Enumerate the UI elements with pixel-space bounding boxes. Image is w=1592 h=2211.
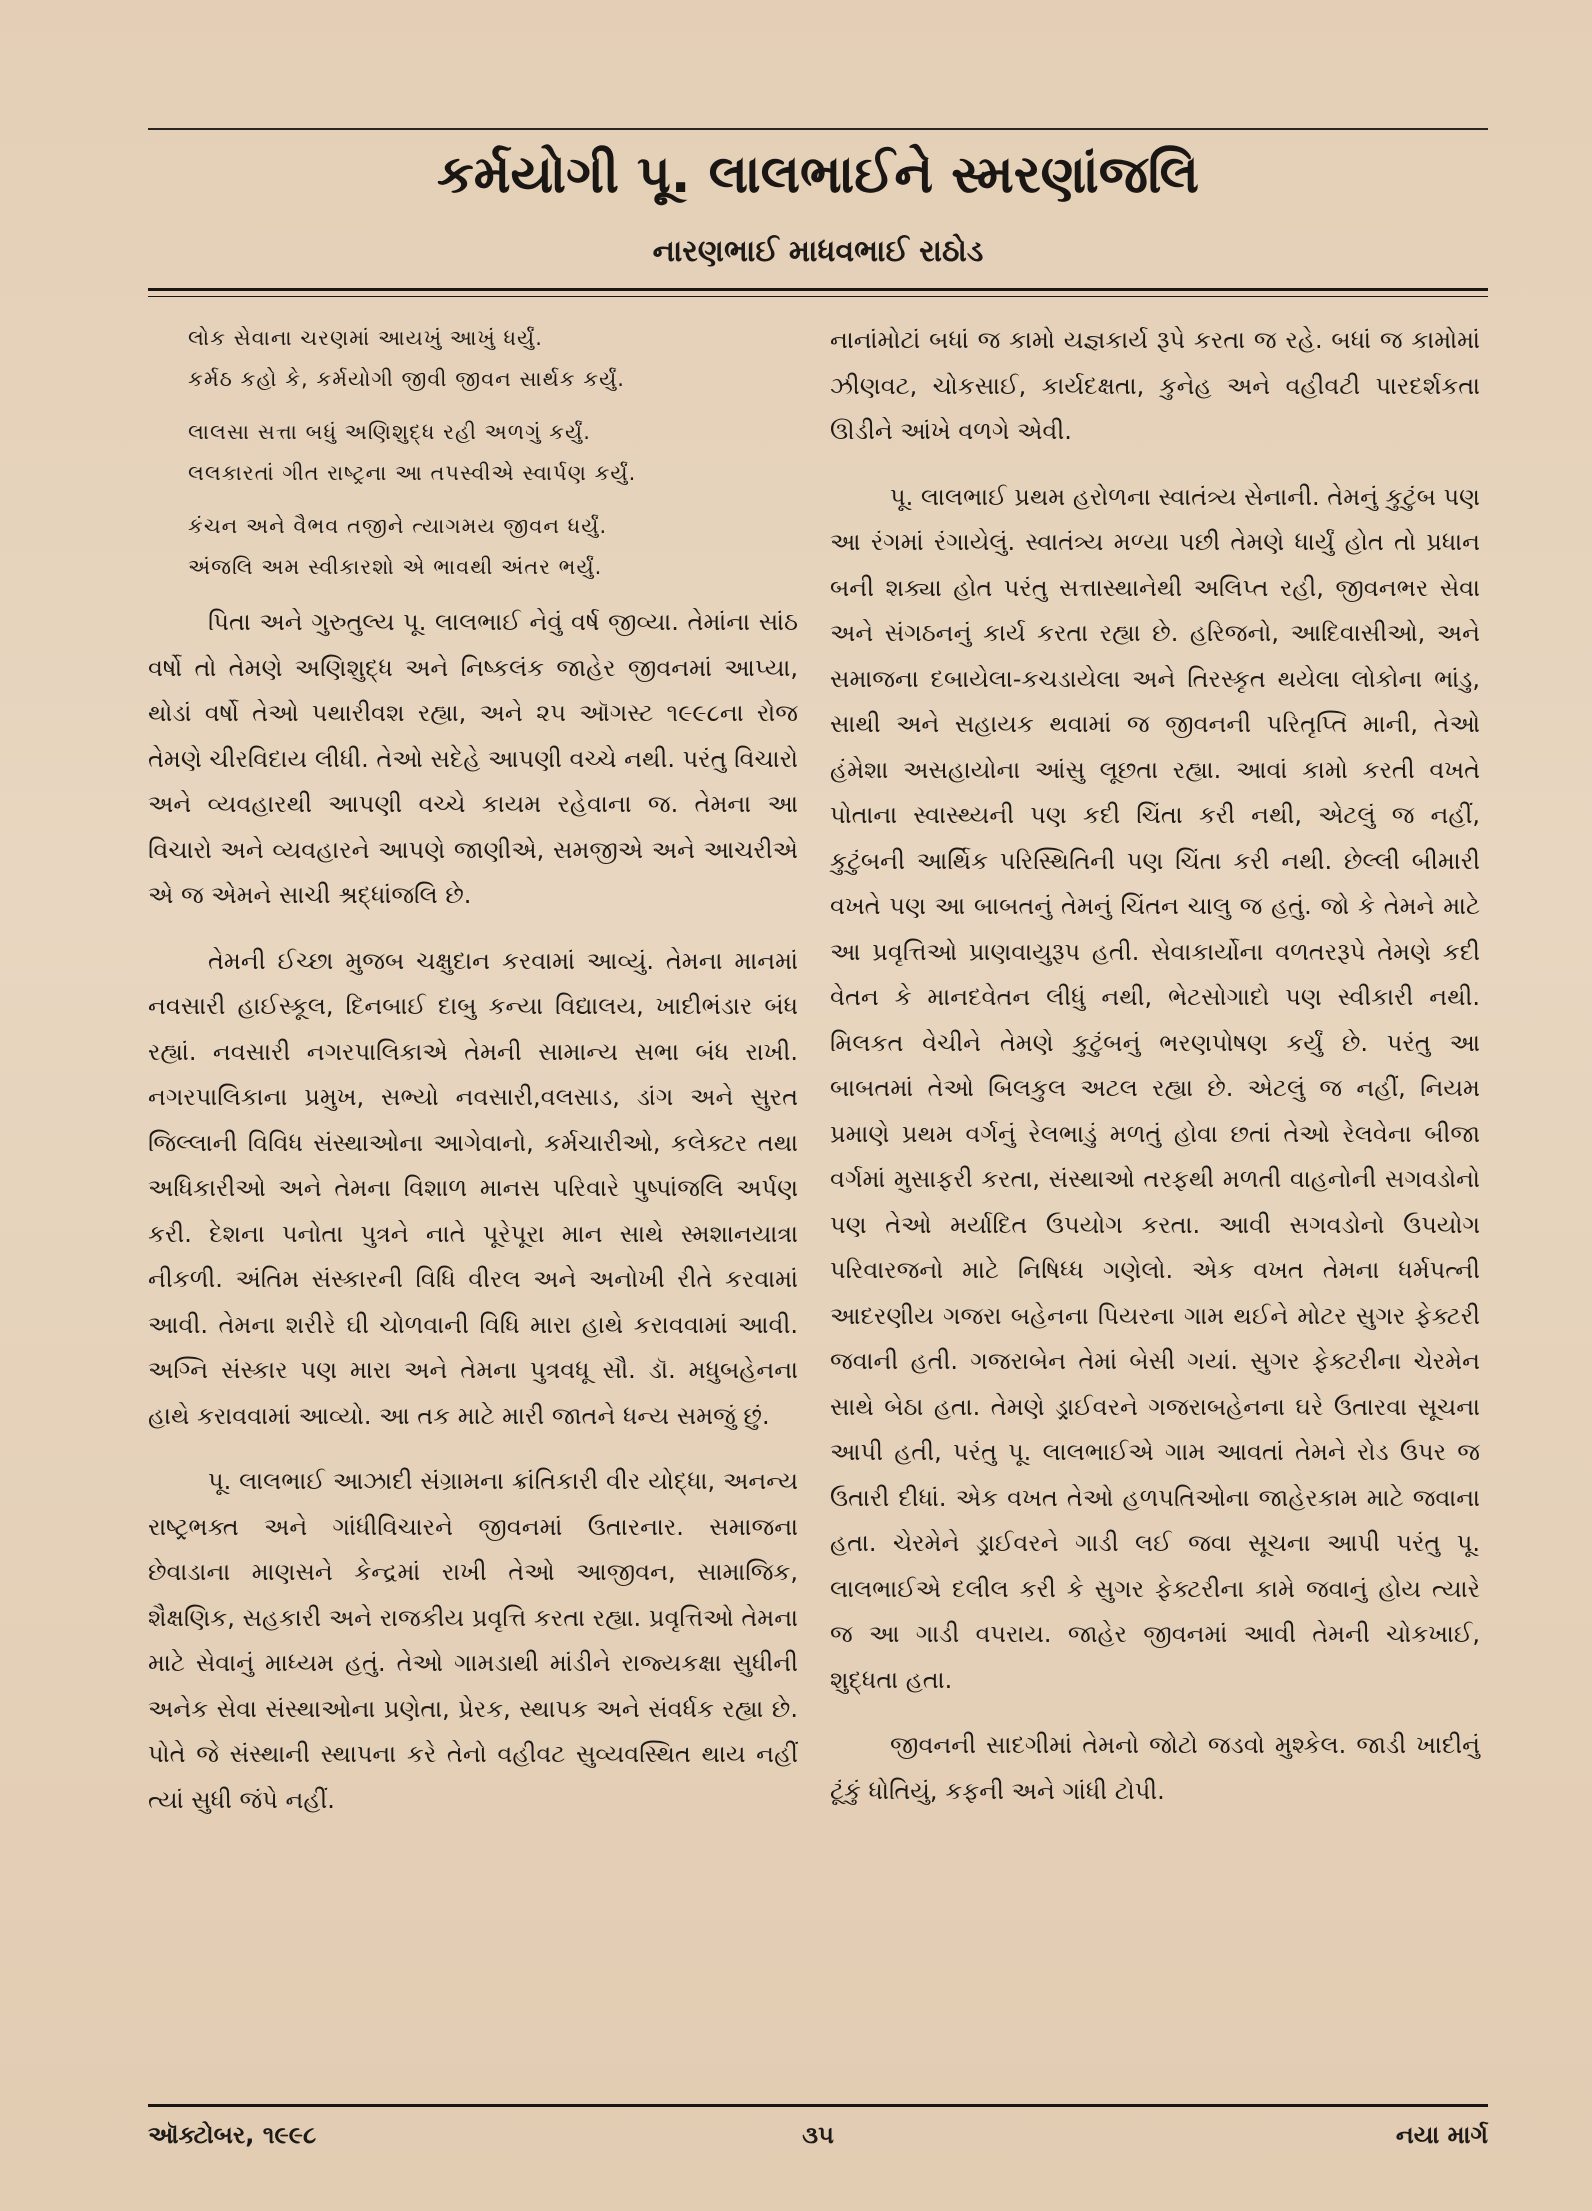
top-rule [148, 128, 1488, 130]
paragraph: પિતા અને ગુરુતુલ્ય પૂ. લાલભાઈ નેવું વર્ષ જીવ્યા. તેમાંના સાંઠ વર્ષો તો તેમણે અણિશુદ્ધ અને નિષ્કલંક જાહેર જીવનમાં આપ્યા, થોડાં વર્ષો તેઓ પથારીવશ રહ્યા, અને ૨૫ ઑગસ્ટ ૧૯૯૮ના રોજ તેમણે ચીરવિદાય લીધી. તેઓ સદેહે આપણી વચ્ચે નથી. પરંતુ વિચારો અને વ્યવહારથી આપણી વચ્ચે કાયમ રહેવાના જ. તેમના આ વિચારો અને વ્યવહારને આપણે જાણીએ, સમજીએ અને આચરીએ એ જ એમને સાચી શ્રદ્ધાંજલિ છે. [148, 608, 798, 909]
paragraph: જીવનની સાદગીમાં તેમનો જોટો જડવો મુશ્કેલ. જાડી ખાદીનું ટૂંકું ધોતિયું, કફની અને ગાંધી ટોપી. [830, 1731, 1480, 1805]
paragraph: પૂ. લાલભાઈ પ્રથમ હરોળના સ્વાતંત્ર્ય સેનાની. તેમનું કુટુંબ પણ આ રંગમાં રંગાયેલું. સ્વાતંત્ર્ય મળ્યા પછી તેમણે ધાર્યું હોત તો પ્રધાન બની શક્યા હોત પરંતુ સત્તાસ્થાનેથી અલિપ્ત રહી, જીવનભર સેવા અને સંગઠનનું કાર્ય કરતા રહ્યા છે. હરિજનો, આદિવાસીઓ, અને સમાજના દબાયેલા-કચડાયેલા અને તિરસ્કૃત થયેલા લોકોના ભાંડુ, સાથી અને સહાયક થવામાં જ જીવનની પરિતૃપ્તિ માની, તેઓ હંમેશા અસહાયોના આંસુ લૂછતા રહ્યા. આવાં કામો કરતી વખતે પોતાના સ્વાસ્થ્યની પણ કદી ચિંતા કરી નથી, એટલું જ નહીં, કુટુંબની આર્થિક પરિસ્થિતિની પણ ચિંતા કરી નથી. છેલ્લી બીમારી વખતે પણ આ બાબતનું તેમનું ચિંતન ચાલુ જ હતું. જો કે તેમને માટે આ પ્રવૃત્તિઓ પ્રાણવાયુરૂપ હતી. સેવાકાર્યોના વળતરરૂપે તેમણે કદી વેતન કે માનદવેતન લીધું નથી, ભેટસોગાદો પણ સ્વીકારી નથી. મિલકત વેચીને તેમણે કુટુંબનું ભરણપોષણ કર્યું છે. પરંતુ આ બાબતમાં તેઓ બિલકુલ અટલ રહ્યા છે. એટલું જ નહીં, નિયમ પ્રમાણે પ્રથમ વર્ગનું રેલભાડું મળતું હોવા છતાં તેઓ રેલવેના બીજા વર્ગમાં મુસાફરી કરતા, સંસ્થાઓ તરફથી મળતી વાહનોની સગવડોનો પણ તેઓ મર્યાદિત ઉપયોગ કરતા. આવી સગવડોનો ઉપયોગ પરિવારજનો માટે નિષિધ્ધ ગણેલો. એક વખત તેમના ધર્મપત્ની આદરણીય ગજરા બહેનના પિયરના ગામ થઈને મોટર સુગર ફેક્ટરી જવાની હતી. ગજરાબેન તેમાં બેસી ગયાં. સુગર ફેક્ટરીના ચેરમેન સાથે બેઠા હતા. તેમણે ડ્રાઈવરને ગજરાબહેનના ઘરે ઉતારવા સૂચના આપી હતી, પરંતુ પૂ. લાલભાઈએ ગામ આવતાં તેમને રોડ ઉપર જ ઉતારી દીધાં. એક વખત તેઓ હળપતિઓના જાહેરકામ માટે જવાના હતા. ચેરમેને ડ્રાઈવરને ગાડી લઈ જવા સૂચના આપી પરંતુ પૂ. લાલભાઈએ દલીલ કરી કે સુગર ફેક્ટરીના કામે જવાનું હોય ત્યારે જ આ ગાડી વપરાય. જાહેર જીવનમાં આવી તેમની ચોકખાઈ, શુદ્ધતા હતા. [830, 482, 1480, 1694]
page-number: ૩૫ [802, 2121, 834, 2149]
paragraph: પૂ. લાલભાઈ આઝાદી સંગ્રામના ક્રાંતિકારી વીર યોદ્ધા, અનન્ય રાષ્ટ્રભક્ત અને ગાંધીવિચારને જીવનમાં ઉતારનાર. સમાજના છેવાડાના માણસને કેન્દ્રમાં રાખી તેઓ આજીવન, સામાજિક, શૈક્ષણિક, સહકારી અને રાજકીય પ્રવૃત્તિ કરતા રહ્યા. પ્રવૃત્તિઓ તેમના માટે સેવાનું માધ્યમ હતું. તેઓ ગામડાથી માંડીને રાજ્યકક્ષા સુધીની અનેક સેવા સંસ્થાઓના પ્રણેતા, પ્રેરક, સ્થાપક અને સંવર્ધક રહ્યા છે. પોતે જે સંસ્થાની સ્થાપના કરે તેનો વહીવટ સુવ્યવસ્થિત થાય નહીં ત્યાં સુધી જંપે નહીં. [148, 1467, 798, 1814]
poem-line: કર્મઠ કહો કે, કર્મયોગી જીવી જીવન સાર્થક કર્યું. [188, 367, 625, 391]
poem-line: અંજલિ અમ સ્વીકારશો એ ભાવથી અંતર ભર્યું. [188, 555, 603, 579]
header-rule [148, 288, 1488, 291]
poem [188, 318, 798, 588]
page-footer [148, 2115, 1488, 2155]
poem-line: કંચન અને વૈભવ તજીને ત્યાગમય જીવન ધર્યું. [188, 514, 608, 538]
poem-stanza [188, 318, 798, 400]
footer-rule [148, 2104, 1488, 2107]
article-title: કર્મયોગી પૂ. લાલભાઈને સ્મરણાંજલિ [437, 145, 1199, 205]
magazine-name: નયા માર્ગ [1395, 2121, 1488, 2149]
header-rule-thin [148, 296, 1488, 297]
issue-date: ઑક્ટોબર, ૧૯૯૮ [148, 2121, 317, 2149]
right-column [830, 318, 1480, 1834]
poem-line: લોક સેવાના ચરણમાં આયખું આખું ધર્યું. [188, 326, 543, 350]
paragraph: નાનાંમોટાં બધાં જ કામો યજ્ઞકાર્ય રૂપે કરતા જ રહે. બધાં જ કામોમાં ઝીણવટ, ચોકસાઈ, કાર્યદક્ષતા, કુનેહ અને વહીવટી પારદર્શકતા ઊડીને આંખે વળગે એવી. [830, 326, 1480, 445]
left-column [148, 318, 798, 1843]
article-author: નારણભાઈ માધવભાઈ રાઠોડ [652, 234, 984, 269]
poem-line: લલકારતાં ગીત રાષ્ટ્રના આ તપસ્વીએ સ્વાર્પણ કર્યું. [188, 461, 637, 485]
poem-stanza [188, 412, 798, 494]
poem-line: લાલસા સત્તા બધું અણિશુદ્ધ રહી અળગું કર્યું. [188, 420, 591, 444]
paragraph: તેમની ઈચ્છા મુજબ ચક્ષુદાન કરવામાં આવ્યું. તેમના માનમાં નવસારી હાઈસ્કૂલ, દિનબાઈ દાબુ કન્યા વિદ્યાલય, ખાદીભંડાર બંધ રહ્યાં. નવસારી નગરપાલિકાએ તેમની સામાન્ય સભા બંધ રાખી. નગરપાલિકાના પ્રમુખ, સભ્યો નવસારી,વલસાડ, ડાંગ અને સુરત જિલ્લાની વિવિધ સંસ્થાઓના આગેવાનો, કર્મચારીઓ, કલેક્ટર તથા અધિકારીઓ અને તેમના વિશાળ માનસ પરિવારે પુષ્પાંજલિ અર્પણ કરી. દેશના પનોતા પુત્રને નાતે પૂરેપૂરા માન સાથે સ્મશાનયાત્રા નીકળી. અંતિમ સંસ્કારની વિધિ વીરલ અને અનોખી રીતે કરવામાં આવી. તેમના શરીરે ઘી ચોળવાની વિધિ મારા હાથે કરાવવામાં આવી. અગ્નિ સંસ્કાર પણ મારા અને તેમના પુત્રવધૂ સૌ. ડૉ. મધુબહેનના હાથે કરાવવામાં આવ્યો. આ તક માટે મારી જાતને ધન્ય સમજું છું. [148, 946, 798, 1430]
poem-stanza [188, 506, 798, 588]
